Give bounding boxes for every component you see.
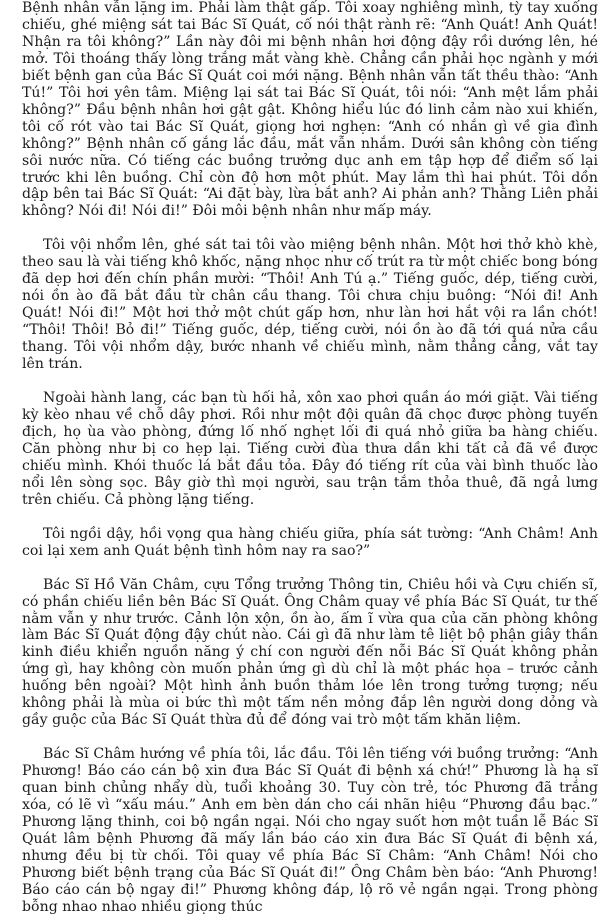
paragraph-6: Bác Sĩ Châm hướng về phía tôi, lắc đầu. Tôi lên tiếng với buồng trưởng: “Anh Phương! Báo cáo cán bộ xin đưa Bác Sĩ Quát đi bệnh xá chứ!” Phương là hạ sĩ quan binh chủng nhẩy dù, tuổi khoảng 30. Tuy còn trẻ, tóc Phương đã trắng xóa, có lẽ vì “xấu máu.” Anh em bèn dán cho cái nhãn hiệu “Phương đầu bạc.” Phương lặng thinh, coi bộ ngần ngại. Nói cho ngay suốt hơn một tuần lễ Bác Sĩ Quát lâm bệnh Phương đã mấy lần báo cáo xin đưa Bác Sĩ Quát đi bệnh xá, nhưng đều bị từ chối. Tôi quay về phía Bác Sĩ Châm: “Anh Châm! Nói cho Phương biết bệnh trạng của Bác Sĩ Quát đi!” Ông Châm bèn báo: “Anh Phương! Báo cáo cán bộ ngay đi!” Phương không đáp, lộ rõ vẻ ngần ngại. Trong phòng bỗng nhao nhao nhiều giọng thúc [22,746,598,915]
paragraph-5: Bác Sĩ Hồ Văn Châm, cựu Tổng trưởng Thông tin, Chiêu hồi và Cựu chiến sĩ, có phần chiếu liền bên Bác Sĩ Quát. Ông Châm quay về phía Bác Sĩ Quát, tư thế nằm vẫn y như trước. Cảnh lộn xộn, ồn ào, ấm ĩ vừa qua của căn phòng không làm Bác Sĩ Quát động đậy chút nào. Cái gì đã như làm tê liệt bộ phận giây thần kinh điều khiển nguồn năng ý chí con người đến nỗi Bác Sĩ Quát không phản ứng gì, hay không còn muốn phản ứng gì dù chỉ là một phác họa – trước cảnh huống bên ngoài? Một hình ảnh buồn thảm lóe lên trong tưởng tượng; nếu không phải là mùa oi bức thì một tấm nền mỏng đắp lên người dong dỏng và gầy guộc của Bác Sĩ Quát thừa đủ để đóng vai trò một tấm khăn liệm. [22,576,598,729]
paragraph-2: Tôi vội nhổm lên, ghé sát tai tôi vào miệng bệnh nhân. Một hơi thở khò khè, theo sau là vài tiếng khô khốc, nặng nhọc như cố trút ra từ một chiếc bong bóng đã dẹp hơi đến chín phần mười: “Thôi! Anh Tú ạ.” Tiếng guốc, dép, tiếng cười, nói ồn ào đã bắt đầu từ chân cầu thang. Tôi chưa chịu buông: “Nói đi! Anh Quát! Nói đi!” Một hơi thở một chút gấp hơn, như làn hơi hắt vội ra lần chót! “Thôi! Thôi! Bỏ đi!” Tiếng guốc, dép, tiếng cười, nói ồn ào đã tới quá nửa cầu thang. Tôi vội nhổm dậy, bước nhanh về chiếu mình, nằm thẳng cẳng, vắt tay lên trán. [22,237,598,373]
paragraph-1: Bệnh nhân vẫn lặng im. Phải làm thật gấp. Tôi xoay nghiêng mình, tỳ tay xuống chiếu, ghé miệng sát tai Bác Sĩ Quát, cố nói thật rành rẽ: “Anh Quát! Anh Quát! Nhận ra tôi không?” Lần này đôi mi bệnh nhân hơi động đậy rồi dướng lên, hé mở. Tôi thoáng thấy lòng trắng mắt vàng khè. Chẳng cần phải học ngành y mới biết bệnh gan của Bác Sĩ Quát coi mới nặng. Bệnh nhân vẫn tất thều thào: “Anh Tú!” Tôi hơi yên tâm. Miệng lại sát tai Bác Sĩ Quát, tôi nói: “Anh mệt lắm phải không?” Đầu bệnh nhân hơi gật gật. Không hiểu lúc đó linh cảm nào xui khiến, tôi cố rót vào tai Bác Sĩ Quát, giọng hơi nghẹn: “Anh có nhắn gì về gia đình không?” Bệnh nhân cố gắng lắc đầu, mắt vẫn nhắm. Dưới sân không còn tiếng sôi nước nữa. Có tiếng các buồng trưởng dục anh em tập hợp để điểm số lại trước khi lên buồng. Chỉ còn độ hơn một phút. May lắm thì hai phút. Tôi dồn dập bên tai Bác Sĩ Quát: “Ai đặt bày, lừa bắt anh? Ai phản anh? Thằng Liên phải không? Nói đi! Nói đi!” Đôi môi bệnh nhân như mấp máy. [22,0,598,220]
paragraph-4: Tôi ngồi dậy, hồi vọng qua hàng chiếu giữa, phía sát tường: “Anh Châm! Anh coi lại xem anh Quát bệnh tình hôm nay ra sao?” [22,525,598,559]
paragraph-3: Ngoài hành lang, các bạn tù hối hả, xôn xao phơi quần áo mới giặt. Vài tiếng kỳ kèo nhau về chỗ dây phơi. Rồi như một đội quân đã chọc được phòng tuyến địch, họ ùa vào phòng, đứng lố nhố nghẹt lối đi quá nhỏ giữa ba hàng chiếu. Căn phòng như bị co hẹp lại. Tiếng cười đùa thưa dần khi tất cả đã về được chiếu mình. Khói thuốc lá bắt đầu tỏa. Đây đó tiếng rít của vài bình thuốc lào nổi lên sòng sọc. Bây giờ thì mọi người, sau trận tắm thỏa thuê, đã ngả lưng trên chiếu. Cả phòng lặng tiếng. [22,390,598,508]
